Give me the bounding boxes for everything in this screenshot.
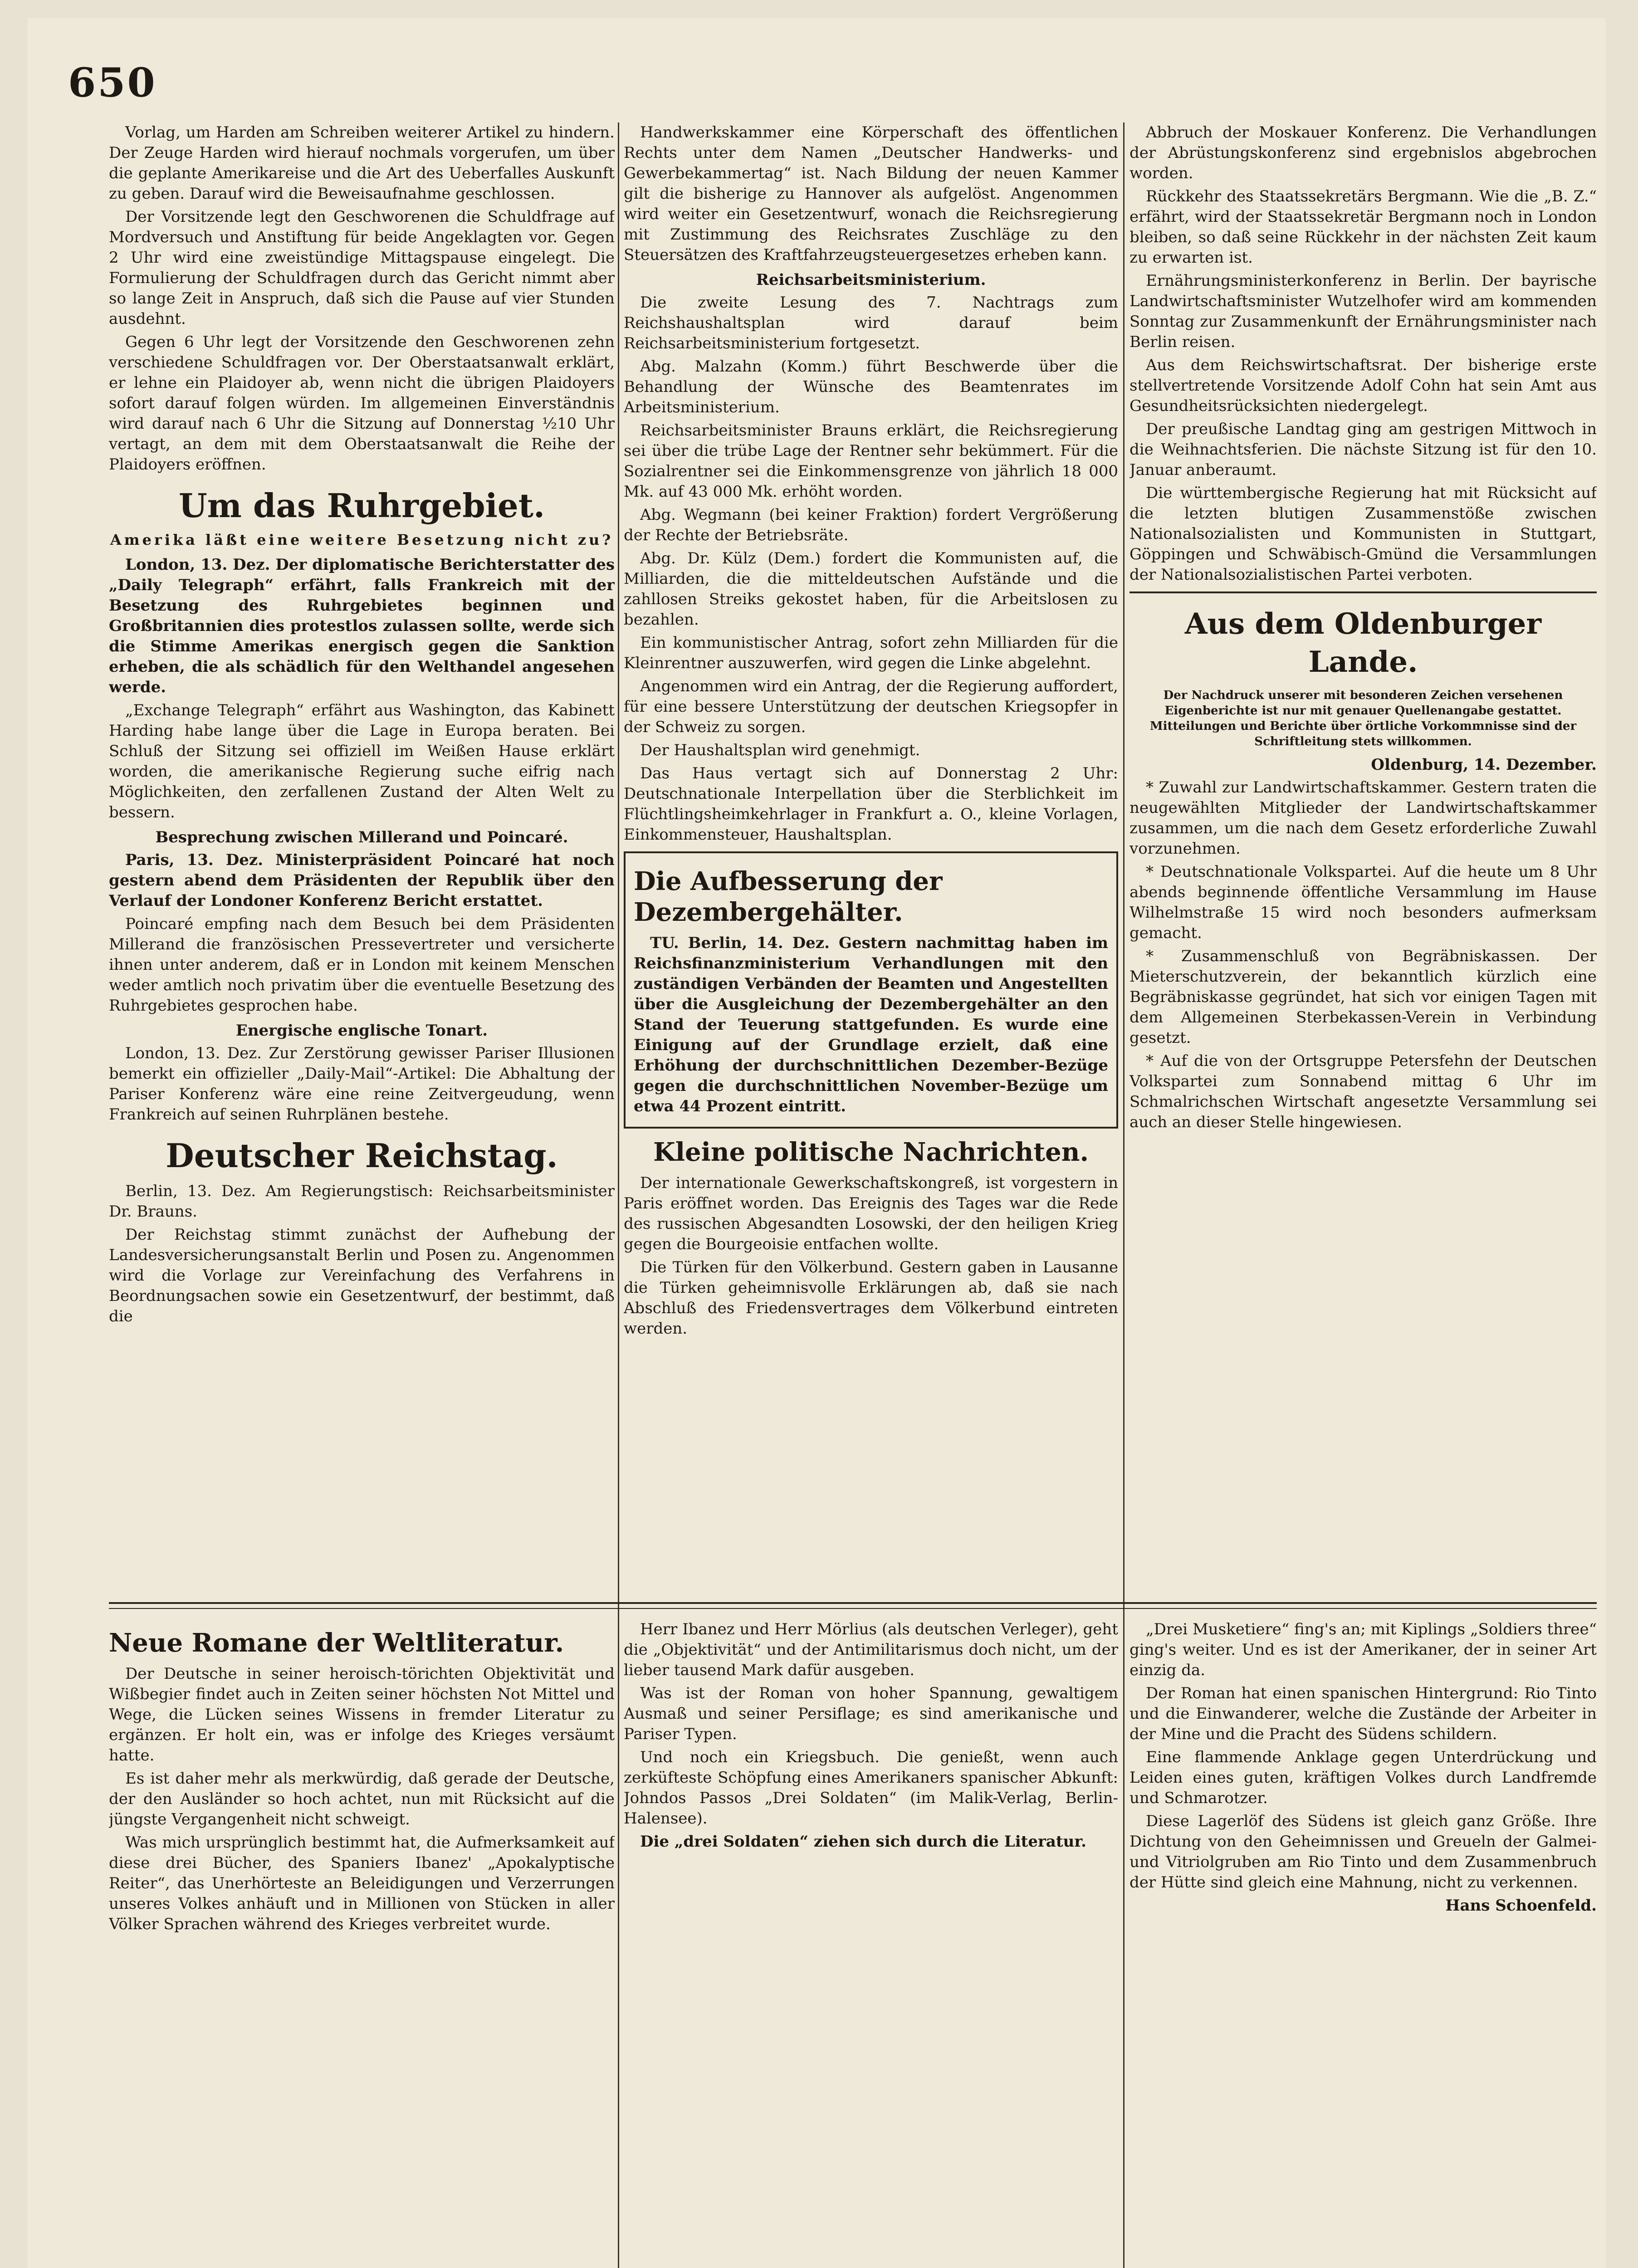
section-subhead: Reichsarbeitsministerium. bbox=[756, 271, 986, 289]
paragraph: Das Haus vertagt sich auf Donnerstag 2 Uhr: Deutschnationale Interpellation über die Sterblichkeit im Flüchtlingsheimkehrlager in Frankfurt a. O., kleine Vorlagen, Einkommensteuer, Haushaltsplan. bbox=[624, 764, 1118, 844]
column-3 bbox=[1129, 122, 1597, 1592]
paragraph: Der Reichstag stimmt zunächst der Aufhebung der Landesversicherungsanstalt Berlin und Posen zu. Angenommen wird die Vorlage zur Vereinfachung des Verfahrens in Beordnungsachen sowie ein Gesetzentwurf, der bestimmt, daß die bbox=[109, 1226, 615, 1325]
paragraph: Der internationale Gewerkschaftskongreß, ist vorgestern in Paris eröffnet worden. Das Ereignis des Tages war die Rede des russischen Abgesandten Losowski, der den heiligen Krieg gegen die Bourgeoisie entfachen wollte. bbox=[624, 1174, 1118, 1253]
paragraph: Der Deutsche in seiner heroisch-törichten Objektivität und Wißbegier findet auch in Zeiten seiner höchsten Not Mittel und Wege, die Lücken seines Wissens in fremder Literatur zu ergänzen. Er holt ein, was er infolge des Krieges versäumt hatte. bbox=[109, 1665, 615, 1765]
paragraph: * Zuwahl zur Landwirtschaftskammer. Gestern traten die neugewählten Mitglieder der Landwirtschaftskammer zusammen, um die nach dem Gesetz erforderliche Zuwahl vorzunehmen. bbox=[1129, 778, 1597, 858]
paragraph: Der preußische Landtag ging am gestrigen Mittwoch in die Weihnachtsferien. Die nächste Sitzung ist für den 10. Januar anberaumt. bbox=[1129, 420, 1597, 479]
paragraph: Es ist daher mehr als merkwürdig, daß gerade der Deutsche, der den Ausländer so hoch achtet, nun mit Rücksicht auf die jüngste Vergangenheit nicht schweigt. bbox=[109, 1769, 615, 1828]
paragraph: * Zusammenschluß von Begräbniskassen. Der Mieterschutzverein, der bekanntlich kürzlich eine Begräbniskasse gegründet, hat sich vor einigen Tagen mit dem Allgemeinen Sterbekassen-Verein in Verbindung gesetzt. bbox=[1129, 947, 1597, 1047]
column-rule bbox=[1123, 122, 1125, 1619]
salary-box bbox=[624, 851, 1118, 1129]
paragraph: * Auf die von der Ortsgruppe Petersfehn der Deutschen Volkspartei zum Sonnabend mittag 6 Uhr im Schmalrichschen Wirtschaft angesetzte Versammlung sei auch an dieser Stelle hingewiesen. bbox=[1129, 1052, 1597, 1131]
feuilleton-column-2 bbox=[624, 1619, 1118, 2268]
paragraph: Gegen 6 Uhr legt der Vorsitzende den Geschworenen zehn verschiedene Schuldfragen vor. Der Oberstaatsanwalt erklärt, er lehne ein Plaidoyer ab, wenn nicht die übrigen Plaidoyers sofort darauf folgen würden. Im allgemeinen Einverständnis wird darauf nach 6 Uhr die Sitzung auf Donnerstag ½10 Uhr vertagt, an dem mit dem Oberstaatsanwalt die Reihe der Plaidoyers eröffnen. bbox=[109, 333, 615, 474]
reprint-note: Der Nachdruck unserer mit besonderen Zeichen versehenen Eigenberichte ist nur mit genauer Quellenangabe gestattet. Mitteilungen und Berichte über örtliche Vorkommnisse sind der Schriftleitung stets willkommen. bbox=[1149, 689, 1577, 748]
paragraph: Was mich ursprünglich bestimmt hat, die Aufmerksamkeit auf diese drei Bücher, des Spaniers Ibanez' „Apokalyptische Reiter“, das Unerhörteste an Beleidigungen und Verzerrungen unseres Volkes anhäuft und in Millionen von Stücken in aller Völker Sprachen während des Krieges verbreitet wurde. bbox=[109, 1833, 615, 1933]
subheadline-ruhr: Amerika läßt eine weitere Besetzung nicht zu? bbox=[110, 531, 614, 548]
paragraph: „Drei Musketiere“ fing's an; mit Kiplings „Soldiers three“ ging's weiter. Und es ist der Amerikaner, der in seiner Art einzig da. bbox=[1129, 1620, 1597, 1679]
paragraph: Poincaré empfing nach dem Besuch bei dem Präsidenten Millerand die französischen Pressevertreter und versicherte ihnen unter anderem, daß er in London mit keinem Menschen weder amtlich noch privatim über die eventuelle Besetzung des Ruhrgebietes gesprochen habe. bbox=[109, 915, 615, 1015]
paragraph: Diese Lagerlöf des Südens ist gleich ganz Größe. Ihre Dichtung von den Geheimnissen und Greueln der Galmei- und Vitriolgruben am Rio Tinto und dem Zusammenbruch der Hütte sind gleich eine Mahnung, nicht zu verkennen. bbox=[1129, 1812, 1597, 1892]
headline-salary: Die Aufbesserung der Dezembergehälter. bbox=[634, 866, 943, 927]
feuilleton-rule bbox=[109, 1608, 1597, 1609]
column-rule bbox=[618, 1615, 619, 2268]
paragraph: Ernährungsministerkonferenz in Berlin. Der bayrische Landwirtschaftsminister Wutzelhofer wird am kommenden Sonntag zur Zusammenkunft der Ernährungsminister nach Berlin reisen. bbox=[1129, 272, 1597, 351]
column-2 bbox=[624, 122, 1118, 1592]
paragraph: Reichsarbeitsminister Brauns erklärt, die Reichsregierung sei über die trübe Lage der Rentner sehr bekümmert. Für die Sozialrentner sei die Einkommensgrenze von jährlich 18 000 Mk. auf 43 000 Mk. erhöht worden. bbox=[624, 421, 1118, 501]
paragraph: Berlin, 13. Dez. Am Regierungstisch: Reichsarbeitsminister Dr. Brauns. bbox=[109, 1182, 615, 1221]
paragraph: Der Haushaltsplan wird genehmigt. bbox=[640, 741, 920, 759]
section-rule bbox=[1129, 591, 1597, 593]
paragraph: Und noch ein Kriegsbuch. Die genießt, wenn auch zerküfteste Schöpfung eines Amerikaners spanischer Abkunft: Johndos Passos „Drei Soldaten“ (im Malik-Verlag, Berlin-Halensee). bbox=[624, 1748, 1118, 1828]
paragraph: TU. Berlin, 14. Dez. Gestern nachmittag haben im Reichsfinanzministerium Verhandlungen mit den zuständigen Verbänden der Beamten und Angestellten über die Ausgleichung der Dezembergehälter an den Stand der Teuerung stattgefunden. Es wurde eine Einigung auf der Grundlage erzielt, daß eine Erhöhung der durchschnittlichen Dezember-Bezüge gegen die durchschnittlichen November-Bezüge um etwa 44 Prozent eintritt. bbox=[634, 934, 1108, 1115]
feuilleton-column-1 bbox=[109, 1619, 615, 2268]
paragraph: Abg. Wegmann (bei keiner Fraktion) fordert Vergrößerung der Rechte der Betriebsräte. bbox=[624, 506, 1118, 544]
feuilleton-column-3 bbox=[1129, 1619, 1597, 2268]
section-subhead: Energische englische Tonart. bbox=[235, 1022, 488, 1040]
paragraph: Ein kommunistischer Antrag, sofort zehn Milliarden für die Kleinrentner auszuwerfen, wird gegen die Linke abgelehnt. bbox=[624, 634, 1118, 672]
column-rule bbox=[618, 122, 619, 1619]
paragraph: Eine flammende Anklage gegen Unterdrückung und Leiden eines guten, kräftigen Volkes durch Landfremde und Schmarotzer. bbox=[1129, 1748, 1597, 1807]
column-rule bbox=[1123, 1615, 1125, 2268]
dateline: Oldenburg, 14. Dezember. bbox=[1371, 756, 1597, 774]
author-signature: Hans Schoenfeld. bbox=[1445, 1897, 1597, 1915]
paragraph: Die württembergische Regierung hat mit Rücksicht auf die letzten blutigen Zusammenstöße zwischen Nationalsozialisten und Kommunisten in Stuttgart, Göppingen und Schwäbisch-Gmünd die Versammlungen der Nationalsozialistischen Partei verboten. bbox=[1129, 484, 1597, 584]
paragraph: * Deutschnationale Volkspartei. Auf die heute um 8 Uhr abends beginnende öffentliche Versammlung im Hause Wilhelmstraße 15 wird noch besonders aufmerksam gemacht. bbox=[1129, 863, 1597, 942]
paragraph: Vorlag, um Harden am Schreiben weiterer Artikel zu hindern. Der Zeuge Harden wird hierauf nochmals vorgerufen, um über die geplante Amerikareise und die Art des Ueberfalles Auskunft zu geben. Darauf wird die Beweisaufnahme geschlossen. bbox=[109, 123, 615, 203]
paragraph: Abg. Dr. Külz (Dem.) fordert die Kommunisten auf, die Milliarden, die die mitteldeutschen Aufstände und die zahllosen Streiks gekostet haben, für die Arbeitslosen zu bezahlen. bbox=[624, 549, 1118, 629]
paragraph: Der Vorsitzende legt den Geschworenen die Schuldfrage auf Mordversuch und Anstiftung für beide Angeklagten vor. Gegen 2 Uhr wird eine zweistündige Mittagspause eingelegt. Die Formulierung der Schuldfragen durch das Gericht nimmt aber so lange Zeit in Anspruch, daß sich die Pause auf vier Stunden ausdehnt. bbox=[109, 208, 615, 328]
paragraph: London, 13. Dez. Zur Zerstörung gewisser Pariser Illusionen bemerkt ein offizieller „Daily-Mail“-Artikel: Die Abhaltung der Pariser Konferenz wäre eine reine Zeitvergeudung, wenn Frankreich auf seinen Ruhrplänen bestehe. bbox=[109, 1044, 615, 1124]
paragraph: „Exchange Telegraph“ erfährt aus Washington, das Kabinett Harding habe lange über die Lage in Europa beraten. Bei Schluß der Sitzung sei offiziell im Weißen Hause erklärt worden, die amerikanische Regierung suche eifrig nach Möglichkeiten, den zerfallenen Zustand der Alten Welt zu bessern. bbox=[109, 701, 615, 821]
paragraph: Handwerkskammer eine Körperschaft des öffentlichen Rechts unter dem Namen „Deutscher Handwerks- und Gewerbekammertag“ ist. Nach Bildung der neuen Kammer gilt die bisherige zu Hannover als aufgelöst. Angenommen wird weiter ein Gesetzentwurf, wonach die Reichsregierung mit Zustimmung des Reichsrates Zuschläge zu den Steuersätzen des Kraftfahrzeugsteuergesetzes erheben kann. bbox=[624, 123, 1118, 264]
paragraph: Was ist der Roman von hoher Spannung, gewaltigem Ausmaß und seiner Persiflage; es sind amerikanische und Pariser Typen. bbox=[624, 1684, 1118, 1743]
headline-reichstag: Deutscher Reichstag. bbox=[166, 1136, 558, 1175]
headline-politics: Kleine politische Nachrichten. bbox=[653, 1137, 1089, 1167]
paragraph: Der Roman hat einen spanischen Hintergrund: Rio Tinto und die Einwanderer, welche die Zustände der Arbeiter in der Mine und die Pracht des Südens schildern. bbox=[1129, 1684, 1597, 1743]
headline-ruhr: Um das Ruhrgebiet. bbox=[178, 486, 545, 525]
page-number: 650 bbox=[68, 59, 157, 106]
column-1 bbox=[109, 122, 615, 1592]
paragraph: Rückkehr des Staatssekretärs Bergmann. Wie die „B. Z.“ erfährt, wird der Staatssekretär Bergmann noch in London bleiben, so daß seine Rückkehr in der nächsten Zeit kaum zu erwarten ist. bbox=[1129, 187, 1597, 267]
paragraph: Paris, 13. Dez. Ministerpräsident Poincaré hat noch gestern abend dem Präsidenten der Republik über den Verlauf der Londoner Konferenz Bericht erstattet. bbox=[109, 851, 615, 910]
paragraph: Abbruch der Moskauer Konferenz. Die Verhandlungen der Abrüstungskonferenz sind ergebnislos abgebrochen worden. bbox=[1129, 123, 1597, 182]
paragraph: Aus dem Reichswirtschaftsrat. Der bisherige erste stellvertretende Vorsitzende Adolf Cohn hat sein Amt aus Gesundheitsrücksichten niedergelegt. bbox=[1129, 356, 1597, 415]
headline-oldenburg: Aus dem Oldenburger Lande. bbox=[1184, 607, 1542, 679]
paragraph: Abg. Malzahn (Komm.) führt Beschwerde über die Behandlung der Wünsche des Beamtenrates im Arbeitsministerium. bbox=[624, 357, 1118, 416]
paragraph: Die Türken für den Völkerbund. Gestern gaben in Lausanne die Türken geheimnisvolle Erklärungen ab, daß sie nach Abschluß des Friedensvertrages dem Völkerbund eintreten werden. bbox=[624, 1258, 1118, 1338]
headline-novels: Neue Romane der Weltliteratur. bbox=[109, 1628, 564, 1658]
paragraph: London, 13. Dez. Der diplomatische Berichterstatter des „Daily Telegraph“ erfährt, falls Frankreich mit der Besetzung des Ruhrgebietes beginnen und Großbritannien dies protestlos zulassen sollte, werde sich die Stimme Amerikas energisch gegen die Sanktion erheben, die als schädlich für den Welthandel angesehen werde. bbox=[109, 556, 615, 696]
paragraph: Die zweite Lesung des 7. Nachtrags zum Reichshaushaltsplan wird darauf beim Reichsarbeitsministerium fortgesetzt. bbox=[624, 293, 1118, 352]
paragraph: Die „drei Soldaten“ ziehen sich durch die Literatur. bbox=[640, 1833, 1086, 1851]
paragraph: Herr Ibanez und Herr Mörlius (als deutschen Verleger), geht die „Objektivität“ und der Antimilitarismus doch nicht, um der lieber tausend Mark dafür ausgeben. bbox=[624, 1620, 1118, 1679]
feuilleton-rule bbox=[109, 1602, 1597, 1604]
section-subhead: Besprechung zwischen Millerand und Poincaré. bbox=[155, 828, 568, 846]
paragraph: Angenommen wird ein Antrag, der die Regierung auffordert, für eine bessere Unterstützung der deutschen Kriegsopfer in der Schweiz zu sorgen. bbox=[624, 677, 1118, 736]
